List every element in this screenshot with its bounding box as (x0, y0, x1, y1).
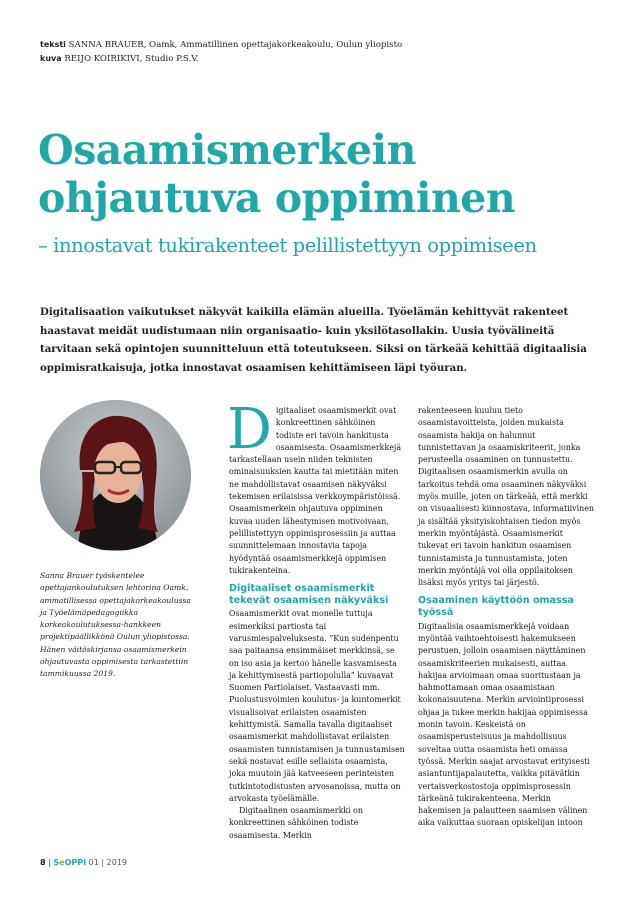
credit-text-value: SANNA BRAUER, Oamk, Ammatillinen opettajakorkeakoulu, Oulun yliopisto (68, 40, 403, 50)
magazine-logo (53, 858, 86, 867)
intro-paragraph (227, 397, 405, 577)
title-line-2: ohjautuva oppiminen (38, 174, 516, 222)
page-footer (40, 858, 127, 867)
logo-oppi: OPPI (64, 858, 87, 867)
body-paragraph-4: Digitaalisia osaamismerkkejä voidaan myöntää vaihtoehtoisesti hakemukseen perustuen, jolloin osaamisen näyttäminen osaamiskriteerien mukaisesti, auttaa hakijaa arvioimaan omaa suoritustaan ja hahmottamaan omaa osaamistaan kokonaisuutena. Merkin arviointiprosessi ohjaa ja tukee merkin hakijaa oppimisessa monin tavoin. Keskeistä on osaamisperusteisuus ja mahdollisuus soveltaa uutta osaamista heti omassa työssä. Merkin saajat arvostavat erityisesti asiantuntijapalautetta, vaikka pitävätkin vertaisverkostostoja oppimisprosessin tärkeänä tukirakenteena. Merkin hakemisen ja palautteen saamisen välinen aika vaikuttaa suoraan opiskelijan intoon (418, 621, 590, 828)
body-column-1 (227, 397, 405, 842)
body-column-2 (418, 405, 594, 830)
title-line-1: Osaamismerkein (38, 126, 416, 174)
section-heading-2: Osaaminen käyttöön omassa työssä (418, 595, 574, 619)
body-paragraph-2: Digitaalinen osaamismerkki on konkreettinen sähköinen todiste osaamisesta. Merkin (229, 806, 364, 840)
credit-text (40, 38, 402, 52)
credit-photo-value: REIJO KOIRIKIVI, Studio P.S.V. (64, 54, 199, 64)
logo-s: S (53, 858, 60, 867)
issue-number: 01 | 2019 (88, 858, 127, 867)
page-number: 8 (40, 858, 46, 867)
credit-photo (40, 52, 402, 66)
intro-text: igitaaliset osaamismerkit ovat konkreettinen sähköinen todiste eri tavoin hankitusta osaamisesta. Osaamismerkkejä tarkastellaan usein niiden teknisten ominaisuuksien kautta tai mietitään miten ne mahdollistavat osaamisen näkyväksi tekemisen erilaisissa verkkoympäristöissä. Osaamismerkein ohjautuva oppiminen kuvaa uuden lähestymisen motivoivaan, pelillistettyyn oppimisprosessiin ja auttaa suunnittelemaan innostavia tapoja hyödyntää osaamismerkkejä oppimisen tukirakenteina. (229, 406, 402, 575)
article-subtitle: – innostavat tukirakenteet pelillistettyyn oppimiseen (38, 234, 537, 257)
author-portrait (40, 400, 191, 551)
footer-separator: | (48, 858, 51, 867)
portrait-image (40, 400, 191, 551)
body-paragraph-1: Osaamismerkit ovat monelle tuttuja esimerkiksi partiosta tai varusmiespalveluksesta. ”Kun sudenpentu saa paitaansa ensimmäiset merkkinsä, se on iso asia ja kertoo hänelle kasvamisesta ja kehittymisestä partiopolulla” kuvaavat Suomen Partiolaiset. Vastaavasti mm. Puolustusvoimien koulutus- ja kuntomerkit visualisoivat erilaisten osaamisten kehittymistä. Samalla tavalla digitaaliset osaamismerkit mahdollistavat erilaisten osaamisten tunnistamisen ja tunnustamisen sekä nostavat esille sellaista osaamista, joka muutoin jää katveeseen perinteisten tutkintotodistusten arvosanoissa, mutta on arvokasta työelämälle. (229, 609, 405, 803)
section-heading-1: Digitaaliset osaamismerkit tekevät osaamisen näkyväksi (229, 583, 389, 606)
drop-cap: D (227, 397, 272, 462)
body-paragraph-3: rakenteeseen kuuluu tieto osaamistavoitteista, joiden mukaista osaamista hakija on halunnut tunnistettavan ja osaamiskriteerit, jonka perusteella osaaminen on tunnustettu. Digitaalisen osaamismerkin avulla on tarkoitus tehdä oma osaaminen näkyväksi myös muille, joten on tärkeää, että merkki on visuaalisesti kiinnostava, informatiivinen ja sisältää yksityiskohtaisen tiedon myös merkin myöntäjästä. Osaamismerkit tukevat eri tavoin hankitun osaamisen tunnistamista ja tunnustamista, joten merkin myöntäjä voi olla oppilaitoksen lisäksi myös yritys tai järjestö. (418, 406, 594, 588)
lead-paragraph: Digitalisaation vaikutukset näkyvät kaikilla elämän alueilla. Työelämän kehittyvät rakenteet haastavat meidät uudistumaan niin organisaatio- kuin yksilötasollakin. Uusia työvälineitä tarvitaan sekä opintojen suunnitteluun että toteutukseen. Siksi on tärkeää kehittää digitaalisia oppimisratkaisuja, jotka innostavat osaamisen kehittämiseen läpi työuran. (40, 306, 587, 374)
credit-text-label: teksti (40, 40, 66, 49)
photo-caption: Sanna Brauer työskentelee opettajankoulutuksen lehtorina Oamk, ammatillisessa opettajakorkeakoulussa ja Työelämäpedagogiikka korkeakoulutuksessa-hankkeen projektipäällikkönä Oulun yliopistossa. Hänen väitöskirjansa osaamismerkein ohjautuvasta oppimisesta tarkastettiin tammikuussa 2019. (40, 571, 191, 679)
logo-e: e (59, 858, 65, 867)
article-title (38, 126, 515, 222)
credits (40, 38, 402, 66)
credit-photo-label: kuva (40, 54, 62, 63)
